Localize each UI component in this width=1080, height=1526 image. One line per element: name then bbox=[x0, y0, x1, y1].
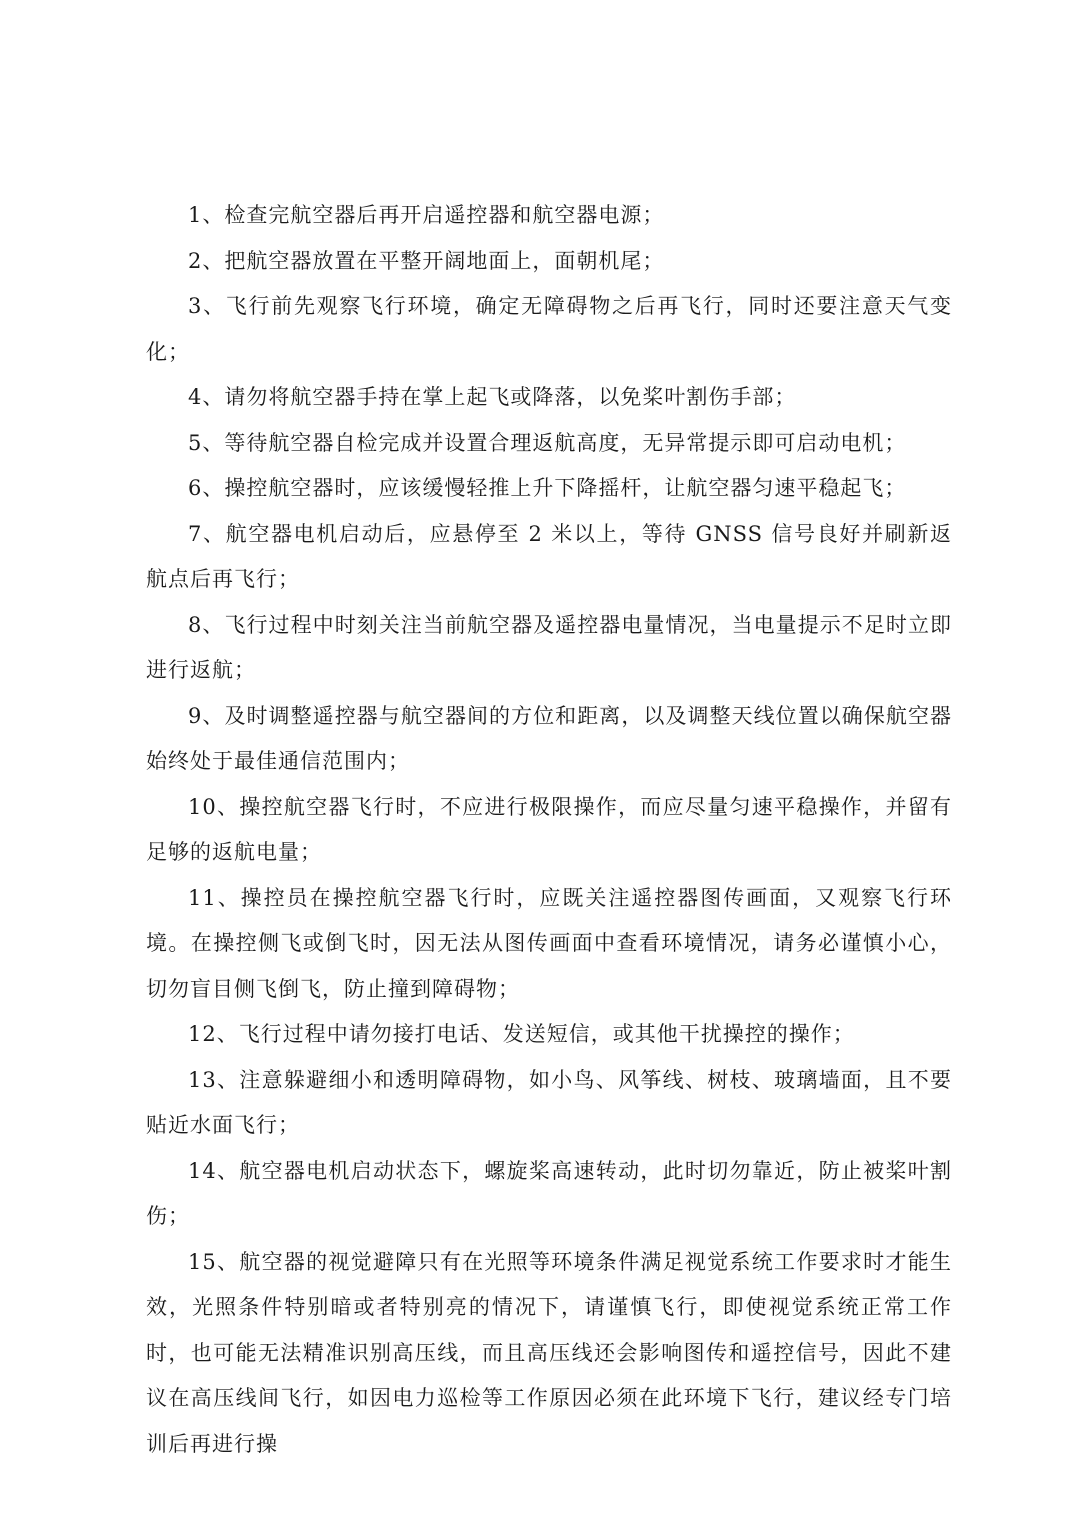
list-item: 7、航空器电机启动后，应悬停至 2 米以上，等待 GNSS 信号良好并刷新返航点后再飞行； bbox=[146, 521, 952, 591]
list-item: 11、操控员在操控航空器飞行时，应既关注遥控器图传画面，又观察飞行环境。在操控侧飞或倒飞时，因无法从图传画面中查看环境情况，请务必谨慎小心，切勿盲目侧飞倒飞，防止撞到障碍物； bbox=[146, 885, 952, 1001]
list-item: 13、注意躲避细小和透明障碍物，如小鸟、风筝线、树枝、玻璃墙面，且不要贴近水面飞行； bbox=[146, 1067, 952, 1137]
list-item: 10、操控航空器飞行时，不应进行极限操作，而应尽量匀速平稳操作，并留有足够的返航电量； bbox=[146, 794, 952, 864]
list-item: 9、及时调整遥控器与航空器间的方位和距离，以及调整天线位置以确保航空器始终处于最佳通信范围内； bbox=[146, 703, 952, 773]
list-item: 12、飞行过程中请勿接打电话、发送短信，或其他干扰操控的操作； bbox=[188, 1022, 855, 1046]
list-item: 2、把航空器放置在平整开阔地面上，面朝机尾； bbox=[188, 248, 665, 273]
list-item: 15、航空器的视觉避障只有在光照等环境条件满足视觉系统工作要求时才能生效，光照条件特别暗或者特别亮的情况下，请谨慎飞行，即使视觉系统正常工作时，也可能无法精准识别高压线，而且高压线还会影响图传和遥控信号，因此不建议在高压线间飞行，如因电力巡检等工作原因必须在此环境下飞行，建议经专门培训后再进行操 bbox=[146, 1249, 952, 1456]
list-item: 3、飞行前先观察飞行环境，确定无障碍物之后再飞行，同时还要注意天气变化； bbox=[146, 294, 952, 364]
document-body bbox=[146, 193, 952, 1467]
list-item: 14、航空器电机启动状态下，螺旋桨高速转动，此时切勿靠近，防止被桨叶割伤； bbox=[146, 1158, 952, 1228]
list-item: 4、请勿将航空器手持在掌上起飞或降落，以免桨叶割伤手部； bbox=[188, 385, 797, 409]
list-item: 1、检查完航空器后再开启遥控器和航空器电源； bbox=[188, 203, 665, 227]
list-item: 8、飞行过程中时刻关注当前航空器及遥控器电量情况，当电量提示不足时立即进行返航； bbox=[146, 612, 952, 682]
list-item: 6、操控航空器时，应该缓慢轻推上升下降摇杆，让航空器匀速平稳起飞； bbox=[188, 476, 907, 500]
list-item: 5、等待航空器自检完成并设置合理返航高度，无异常提示即可启动电机； bbox=[188, 430, 907, 455]
